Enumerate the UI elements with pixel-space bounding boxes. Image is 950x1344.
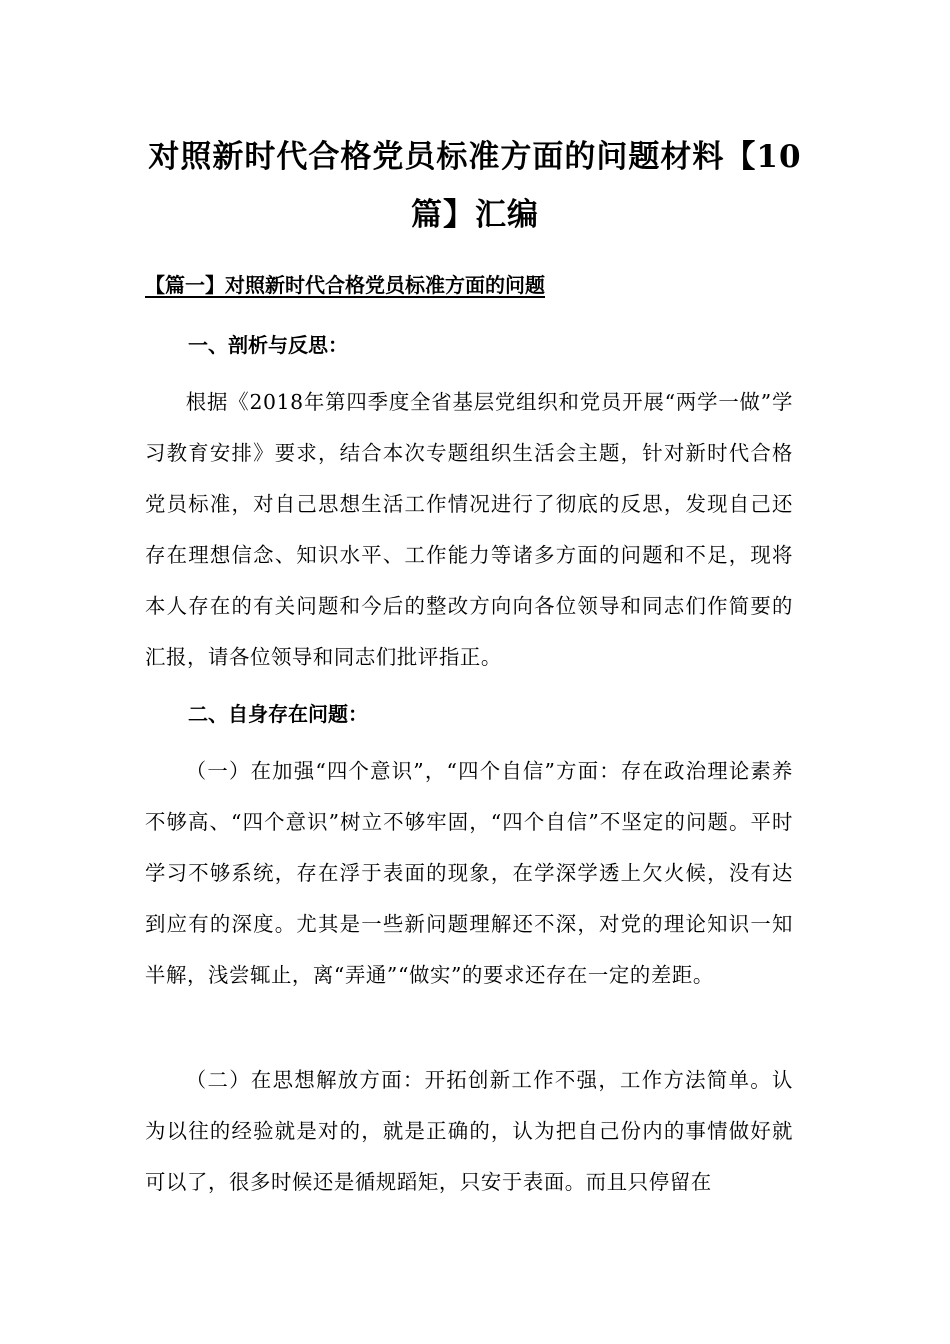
heading-analysis: 一、剖析与反思： [188, 333, 348, 357]
paragraph-four-awareness: （一）在加强“四个意识”，“四个自信”方面：存在政治理论素养不够高、“四个意识”树立不够牢固，“四个自信”不坚定的问题。平时学习不够系统，存在浮于表面的现象，在学深学透上欠火候，没有达到应有的深度。尤其是一些新问题理解还不深，对党的理论知识一知半解，浅尝辄止，离“弄通”“做实”的要求还存在一定的差距。 [145, 759, 793, 987]
paragraph-liberation: （二）在思想解放方面：开拓创新工作不强，工作方法简单。认为以往的经验就是对的，就是正确的，认为把自己份内的事情做好就可以了，很多时候还是循规蹈矩，只安于表面。而且只停留在 [145, 1068, 793, 1194]
paragraph-analysis: 根据《2018年第四季度全省基层党组织和党员开展“两学一做”学习教育安排》要求，结合本次专题组织生活会主题，针对新时代合格党员标准，对自己思想生活工作情况进行了彻底的反思，发现自己还存在理想信念、知识水平、工作能力等诸多方面的问题和不足，现将本人存在的有关问题和今后的整改方向向各位领导和同志们作简要的汇报，请各位领导和同志们批评指正。 [145, 390, 793, 669]
section-heading: 【篇一】对照新时代合格党员标准方面的问题 [145, 273, 545, 297]
document-title: 对照新时代合格党员标准方面的问题材料【10篇】汇编 [148, 139, 802, 233]
heading-problems: 二、自身存在问题： [188, 702, 368, 726]
